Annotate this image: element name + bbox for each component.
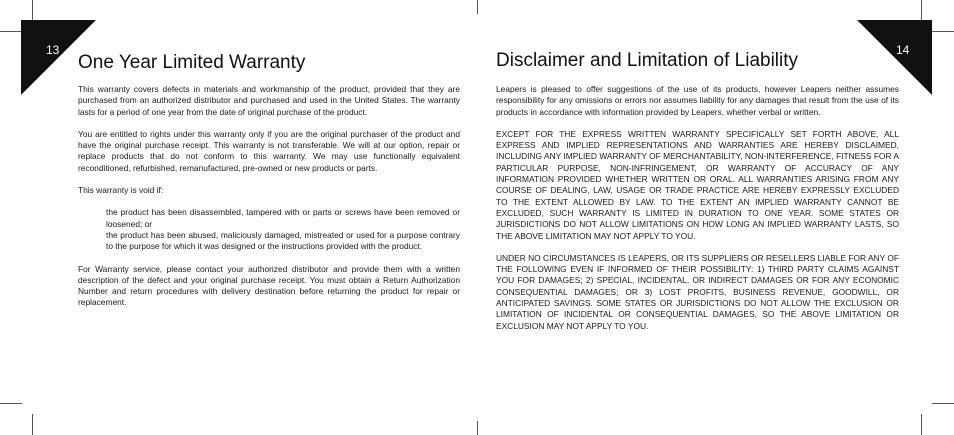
page-number-right: 14 bbox=[896, 43, 910, 57]
crop-mark-bottom-left-h bbox=[0, 403, 22, 404]
warranty-paragraph-void-intro: This warranty is void if: bbox=[78, 185, 164, 196]
crop-mark-top-left-h bbox=[0, 31, 22, 32]
void-condition-item: the product has been disassembled, tampered with or parts or screws have been removed or loosened; or bbox=[106, 207, 460, 229]
crop-mark-top-left-v bbox=[32, 0, 33, 21]
void-condition-item: the product has been abused, maliciously damaged, mistreated or used for a purpose contrary to the purpose for which it was designed or the instructions provided with the product. bbox=[106, 229, 460, 252]
disclaimer-title: Disclaimer and Limitation of Liability bbox=[496, 50, 799, 71]
crop-mark-bottom-right-v bbox=[921, 414, 922, 435]
crop-mark-bottom-right-h bbox=[932, 403, 954, 404]
disclaimer-paragraph-warranties: EXCEPT FOR THE EXPRESS WRITTEN WARRANTY SPECIFICALLY SET FORTH ABOVE, ALL EXPRESS AND IMPLIED REPRESENTATIONS AND WARRANTIES ARE HEREBY DISCLAIMED, INCLUDING ANY IMPLIED WARRANTY OF MERCHANTABILITY, NON-INTERFERENCE, FITNESS FOR A PARTICULAR PURPOSE, NON-INFRINGEMENT, OR WARRANTY OF ACCURACY OF ANY INFORMATION PROVIDED WHETHER WRITTEN OR ORAL. ALL WARRANTIES ARISING FROM ANY COURSE OF DEALING, LAW, USAGE OR TRADE PRACTICE ARE HEREBY EXPRESSLY EXCLUDED TO THE EXTENT ALLOWED BY LAW. TO THE EXTENT AN IMPLIED WARRANTY CANNOT BE EXCLUDED, SUCH WARRANTY IS LIMITED IN DURATION TO ONE YEAR. SOME STATES OR JURISDICTIONS DO NOT ALLOW LIMITATIONS ON HOW LONG AN IMPLIED WARRANTY LASTS, SO THE ABOVE LIMITATION MAY NOT APPLY TO YOU. bbox=[496, 128, 899, 241]
crop-mark-top-center bbox=[477, 0, 478, 14]
warranty-title: One Year Limited Warranty bbox=[78, 52, 306, 73]
crop-mark-bottom-center bbox=[477, 421, 478, 435]
crop-mark-bottom-left-v bbox=[32, 414, 33, 435]
disclaimer-paragraph-intro: Leapers is pleased to offer suggestions of the use of its products, however Leapers neither assumes responsibility for any omissions or errors nor assumes liability for any damages that result from the use of its products in accordance with information provided by Leapers, whether verbal or written. bbox=[496, 84, 899, 117]
disclaimer-paragraph-limitation: UNDER NO CIRCUMSTANCES IS LEAPERS, OR ITS SUPPLIERS OR RESELLERS LIABLE FOR ANY OF THE FOLLOWING EVEN IF INFORMED OF THEIR POSSIBILITY: 1) THIRD PARTY CLAIMS AGAINST YOU FOR DAMAGES; 2) SPECIAL, INCIDENTAL, OR INDIRECT DAMAGES OR FOR ANY ECONOMIC CONSEQUENTIAL DAMAGES; OR 3) LOST PROFITS, BUSINESS REVENUE, GOODWILL, OR ANTICIPATED SAVINGS. SOME STATES OR JURISDICTIONS DO NOT ALLOW THE EXCLUSION OR LIMITATION OF INCIDENTAL OR CONSEQUENTIAL DAMAGES, SO THE ABOVE LIMITATION OR EXCLUSION MAY NOT APPLY TO YOU. bbox=[496, 252, 899, 331]
page-number-left: 13 bbox=[46, 43, 60, 57]
crop-mark-top-right-h bbox=[932, 31, 954, 32]
crop-mark-top-right-v bbox=[921, 0, 922, 21]
warranty-paragraph-rights: You are entitled to rights under this warranty only if you are the original purchaser of the product and have the original purchase receipt. This warranty is not transferable. We will at our option, repair or replace products that do not conform to this warranty. We may use functionally equivalent reconditioned, refurbished, remanufactured, pre-owned or new products or parts. bbox=[78, 128, 460, 173]
warranty-body bbox=[78, 84, 460, 320]
warranty-paragraph-coverage: This warranty covers defects in materials and workmanship of the product, provided that they are purchased from an authorized distributor and purchased and used in the United States. The warranty lasts for a period of one year from the date of original purchase of the product. bbox=[78, 84, 460, 117]
disclaimer-body bbox=[496, 84, 899, 343]
warranty-paragraph-service: For Warranty service, please contact your authorized distributor and provide them with a written description of the defect and your original purchase receipt. You must obtain a Return Authorization Number and return procedures with delivery destination before returning the product for repair or replacement. bbox=[78, 263, 460, 308]
